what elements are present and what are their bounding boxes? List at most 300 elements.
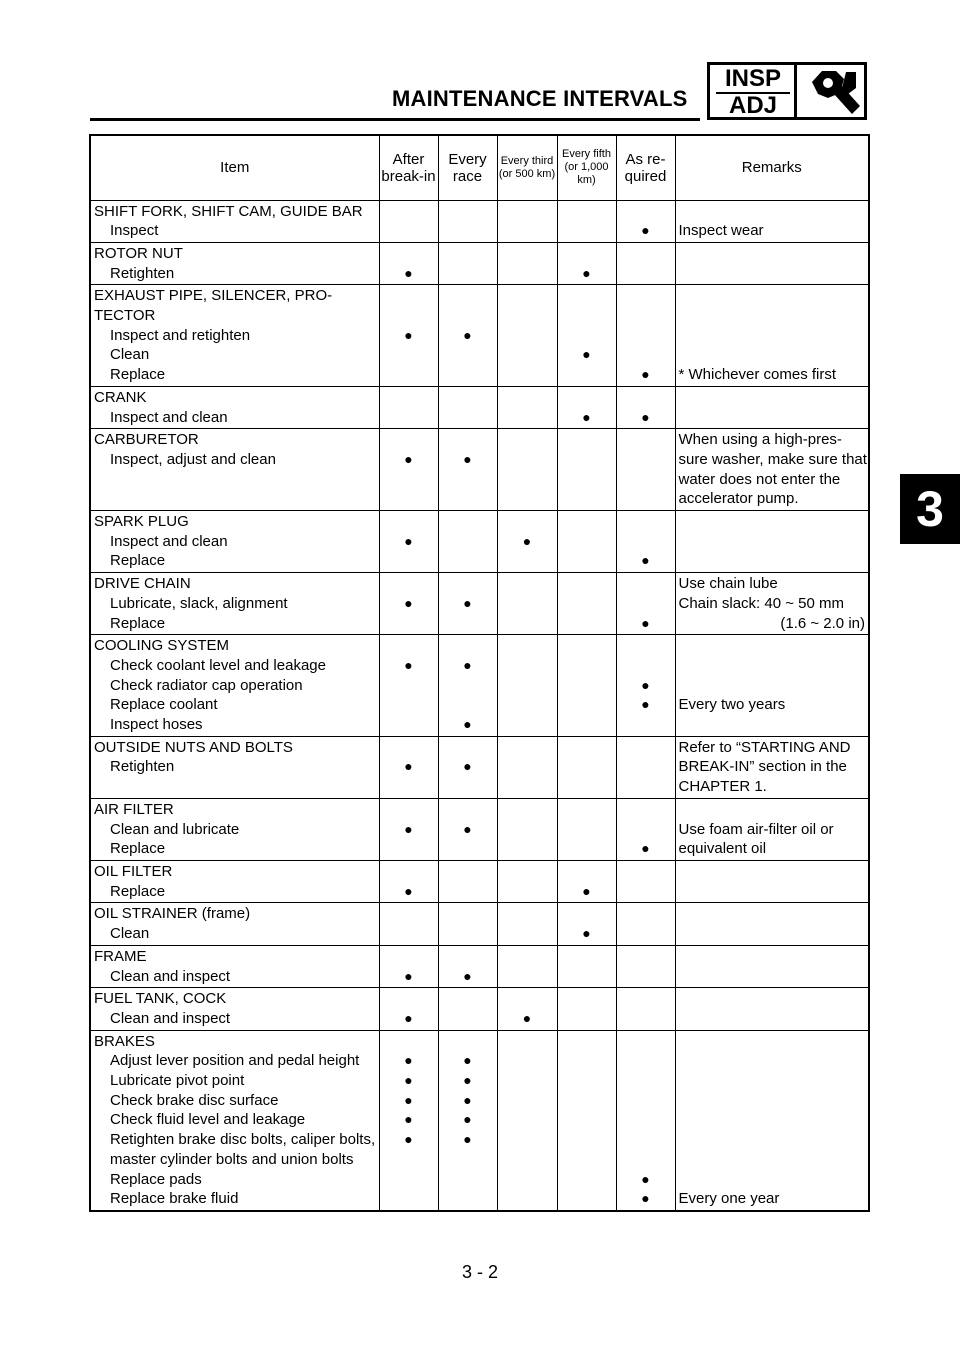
interval-dot: ● [463,1052,472,1069]
interval-dot: ● [404,1111,413,1128]
empty-mark [558,450,616,470]
empty-mark [439,1009,497,1029]
remark-text: equivalent oil [678,840,767,858]
empty-mark [617,1071,675,1091]
interval-dot: ● [641,676,650,693]
cell-every-third [497,903,557,945]
cell-as-required [616,511,675,573]
cell-every-race [438,386,497,428]
empty-mark [617,715,675,735]
remarks-cell [675,242,869,284]
item-cell [90,386,379,428]
item-cell [90,285,379,387]
title-underline [90,118,700,121]
sub-item: Inspect, adjust and clean [110,450,276,468]
cell-after-break-in [379,429,438,511]
cell-every-fifth [557,242,616,284]
empty-mark [558,967,616,987]
remarks-cell [675,386,869,428]
interval-dot: ● [463,967,472,984]
item-cell [90,861,379,903]
empty-mark [617,264,675,284]
sub-item: Replace brake fluid [110,1190,239,1208]
cell-every-fifth [557,635,616,737]
empty-mark [498,594,557,614]
remark-spacer [679,345,869,365]
interval-dot: ● [463,326,472,343]
cell-every-third [497,945,557,987]
sub-item: Clean [110,346,150,364]
interval-dot: ● [641,408,650,425]
empty-mark [558,656,616,676]
page-title: MAINTENANCE INTERVALS [392,86,688,111]
remark-spacer [679,1071,869,1091]
header-item: Item [90,135,379,200]
item-cell [90,988,379,1030]
empty-mark [558,1051,616,1071]
sub-item: Inspect [110,222,159,240]
interval-dot: ● [463,1131,472,1148]
remarks-cell [675,200,869,242]
remark-text: Every one year [678,1190,780,1208]
header-every-third: Every third (or 500 km) [497,135,557,200]
empty-mark [498,882,557,902]
cell-every-fifth [557,861,616,903]
empty-mark [498,757,557,777]
empty-mark [617,967,675,987]
table-row [90,285,869,387]
page-number: 3 - 2 [461,1262,499,1282]
empty-mark [439,614,497,634]
chapter-tab: 3 [900,474,960,544]
empty-mark [380,695,438,715]
sub-item: Replace [110,366,166,384]
sub-item: Lubricate, slack, alignment [110,594,288,612]
empty-mark [558,1110,616,1130]
cell-every-third [497,386,557,428]
cell-after-break-in [379,798,438,860]
maintenance-table [89,134,870,1212]
empty-mark [439,839,497,859]
empty-mark [439,264,497,284]
sub-item: Replace pads [110,1170,202,1188]
empty-mark [498,264,557,284]
table-row [90,635,869,737]
cell-as-required [616,429,675,511]
empty-mark [617,1091,675,1111]
empty-mark [617,924,675,944]
table-row [90,386,869,428]
sub-item: Adjust lever position and pedal height [110,1052,360,1070]
interval-dot: ● [404,882,413,899]
remark-text: (1.6 ~ 2.0 in) [780,614,865,632]
remarks-cell [675,903,869,945]
sub-item: Lubricate pivot point [110,1072,245,1090]
group-title: COOLING SYSTEM [94,637,230,655]
remark-spacer [679,989,869,1009]
remark-spacer [679,244,869,264]
sub-item: Retighten brake disc bolts, caliper bolts, master cylinder bolts and union bolts [110,1131,376,1168]
remark-text: Chain slack: 40 ~ 50 mm [678,594,844,612]
item-cell [90,736,379,798]
cell-as-required [616,386,675,428]
empty-mark [558,1189,616,1209]
interval-dot: ● [641,552,650,569]
cell-every-third [497,798,557,860]
table-row [90,903,869,945]
badge-adj-label: ADJ [728,92,777,119]
empty-mark [558,551,616,571]
empty-mark [380,1189,438,1209]
cell-after-break-in [379,386,438,428]
table-row [90,945,869,987]
sub-item: Clean [110,925,150,943]
table-row [90,798,869,860]
interval-dot: ● [404,1131,413,1148]
sub-item: Replace [110,840,166,858]
empty-mark [617,757,675,777]
interval-dot: ● [404,1091,413,1108]
interval-dot: ● [641,1170,650,1187]
empty-mark [439,924,497,944]
remark-text: Refer to “STARTING AND BREAK-IN” section in the CHAPTER 1. [678,738,851,796]
cell-every-third [497,861,557,903]
cell-every-race [438,736,497,798]
cell-after-break-in [379,242,438,284]
cell-after-break-in [379,945,438,987]
sub-item: Replace [110,882,166,900]
empty-mark [498,967,557,987]
remark-spacer [679,967,869,987]
group-title: ROTOR NUT [94,244,183,262]
remark-spacer [679,636,869,656]
empty-mark [558,695,616,715]
remark-spacer [679,656,869,676]
table-row [90,429,869,511]
header-every-race: Every race [438,135,497,200]
empty-mark [498,1110,557,1130]
remark-spacer [679,882,869,902]
group-title: SHIFT FORK, SHIFT CAM, GUIDE BAR [94,202,363,220]
header-remarks: Remarks [675,135,869,200]
empty-mark [617,532,675,552]
item-cell [90,242,379,284]
cell-as-required [616,945,675,987]
remark-spacer [679,286,869,325]
cell-every-fifth [557,200,616,242]
interval-dot: ● [404,1052,413,1069]
empty-mark [558,1091,616,1111]
interval-dot: ● [463,1111,472,1128]
item-cell [90,798,379,860]
cell-as-required [616,861,675,903]
remark-spacer [679,551,869,571]
empty-mark [498,1051,557,1071]
empty-mark [617,594,675,614]
cell-every-race [438,945,497,987]
empty-mark [558,532,616,552]
cell-as-required [616,635,675,737]
cell-every-race [438,1030,497,1211]
group-title: FUEL TANK, COCK [94,990,227,1008]
sub-item: Replace [110,552,166,570]
remarks-cell [675,988,869,1030]
remark-spacer [679,1009,869,1029]
remark-spacer [679,1170,869,1190]
table-row [90,988,869,1030]
item-cell [90,1030,379,1211]
item-cell [90,200,379,242]
empty-mark [617,1110,675,1130]
cell-every-fifth [557,429,616,511]
interval-dot: ● [404,594,413,611]
sub-item: Replace coolant [110,696,218,714]
empty-mark [498,695,557,715]
cell-after-break-in [379,200,438,242]
sub-item: Inspect and clean [110,532,228,550]
remark-spacer [679,947,869,967]
remark-text: Every two years [678,696,786,714]
sub-item: Check radiator cap operation [110,676,303,694]
remark-spacer [679,264,869,284]
sub-item: Inspect and clean [110,408,228,426]
remark-spacer [679,1110,869,1130]
cell-every-third [497,511,557,573]
empty-mark [617,345,675,365]
remark-spacer [679,202,869,222]
remarks-cell [675,1030,869,1211]
interval-dot: ● [404,264,413,281]
cell-every-race [438,285,497,387]
cell-after-break-in [379,736,438,798]
empty-mark [617,1009,675,1029]
interval-dot: ● [463,656,472,673]
group-title: AIR FILTER [94,800,174,818]
empty-mark [380,551,438,571]
cell-every-third [497,736,557,798]
interval-dot: ● [404,758,413,775]
remark-text: When using a high-pres- sure washer, make sure that water does not enter the accelerator pump. [678,431,867,508]
empty-mark [498,820,557,840]
item-cell [90,573,379,635]
empty-mark [498,450,557,470]
remark-spacer [679,1091,869,1111]
remarks-cell [675,573,869,635]
group-title: CARBURETOR [94,431,199,449]
cell-every-third [497,429,557,511]
empty-mark [380,715,438,735]
empty-mark [439,408,497,428]
empty-mark [498,1071,557,1091]
empty-mark [439,345,497,365]
item-cell [90,635,379,737]
interval-dot: ● [641,614,650,631]
cell-every-race [438,242,497,284]
empty-mark [380,839,438,859]
remark-spacer [679,388,869,408]
cell-as-required [616,285,675,387]
empty-mark [558,1170,616,1190]
interval-dot: ● [463,716,472,733]
group-title: OUTSIDE NUTS AND BOLTS [94,738,293,756]
remark-spacer [679,512,869,532]
interval-dot: ● [463,1072,472,1089]
interval-dot: ● [404,967,413,984]
empty-mark [498,656,557,676]
empty-mark [558,820,616,840]
remark-spacer [679,715,869,735]
interval-dot: ● [641,222,650,239]
empty-mark [498,1170,557,1190]
cell-every-fifth [557,798,616,860]
interval-dot: ● [404,532,413,549]
interval-dot: ● [582,264,591,281]
cell-after-break-in [379,285,438,387]
empty-mark [617,882,675,902]
cell-every-fifth [557,903,616,945]
cell-after-break-in [379,903,438,945]
cell-as-required [616,736,675,798]
empty-mark [498,1091,557,1111]
remark-spacer [679,676,869,696]
cell-after-break-in [379,988,438,1030]
empty-mark [617,450,675,470]
interval-dot: ● [641,1190,650,1207]
cell-every-third [497,285,557,387]
cell-after-break-in [379,861,438,903]
empty-mark [558,676,616,696]
empty-mark [498,326,557,346]
header-every-fifth: Every fifth (or 1,000 km) [557,135,616,200]
cell-every-fifth [557,285,616,387]
interval-dot: ● [522,1009,532,1026]
empty-mark [439,676,497,696]
empty-mark [498,715,557,735]
empty-mark [617,1051,675,1071]
cell-every-race [438,861,497,903]
cell-every-fifth [557,386,616,428]
cell-every-race [438,429,497,511]
cell-after-break-in [379,511,438,573]
cell-every-race [438,798,497,860]
interval-dot: ● [463,820,472,837]
remark-spacer [679,924,869,944]
interval-dot: ● [522,532,532,549]
table-row [90,861,869,903]
table-row [90,511,869,573]
interval-dot: ● [641,840,650,857]
sub-item: Replace [110,614,166,632]
sub-item: Check coolant level and leakage [110,656,326,674]
item-cell [90,945,379,987]
cell-every-third [497,635,557,737]
empty-mark [380,676,438,696]
remark-spacer [679,1051,869,1071]
cell-every-fifth [557,988,616,1030]
empty-mark [498,1189,557,1209]
remarks-cell [675,511,869,573]
cell-after-break-in [379,573,438,635]
remark-spacer [679,532,869,552]
sub-item: Check fluid level and leakage [110,1111,306,1129]
empty-mark [498,551,557,571]
empty-mark [380,365,438,385]
empty-mark [617,1130,675,1169]
empty-mark [380,408,438,428]
group-title: OIL FILTER [94,863,173,880]
interval-dot: ● [404,1009,413,1026]
empty-mark [380,1170,438,1190]
remark-text: Use chain lube [678,575,778,593]
empty-mark [617,820,675,840]
remarks-cell [675,635,869,737]
empty-mark [498,614,557,634]
remark-spacer [679,800,869,820]
empty-mark [558,757,616,777]
wrench-icon [808,68,860,114]
group-title: SPARK PLUG [94,513,189,531]
interval-dot: ● [404,326,413,343]
interval-dot: ● [404,820,413,837]
empty-mark [380,924,438,944]
cell-every-third [497,573,557,635]
interval-dot: ● [463,758,472,775]
cell-as-required [616,798,675,860]
interval-dot: ● [463,594,472,611]
cell-every-fifth [557,1030,616,1211]
interval-dot: ● [641,366,650,383]
group-title: FRAME [94,947,147,965]
insp-adj-badge [707,62,867,120]
interval-dot: ● [641,696,650,713]
sub-item: Retighten [110,264,175,282]
empty-mark [617,656,675,676]
cell-every-race [438,903,497,945]
remark-spacer [679,408,869,428]
remark-spacer [679,1130,869,1169]
sub-item: Clean and lubricate [110,820,240,838]
cell-every-fifth [557,945,616,987]
empty-mark [558,1009,616,1029]
interval-dot: ● [582,925,591,942]
group-title: DRIVE CHAIN [94,575,191,593]
badge-insp-label: INSP [724,65,781,92]
group-title: CRANK [94,388,147,406]
interval-dot: ● [582,408,591,425]
empty-mark [380,345,438,365]
interval-dot: ● [463,1091,472,1108]
table-row [90,573,869,635]
table-row [90,200,869,242]
empty-mark [380,614,438,634]
sub-item: Check brake disc surface [110,1091,279,1109]
item-cell [90,903,379,945]
table-header-row [90,135,869,200]
item-cell [90,511,379,573]
empty-mark [439,221,497,241]
empty-mark [558,221,616,241]
empty-mark [439,1170,497,1190]
group-title: BRAKES [94,1032,155,1050]
cell-as-required [616,988,675,1030]
sub-item: Inspect and retighten [110,326,251,344]
empty-mark [558,1130,616,1169]
empty-mark [498,676,557,696]
table-row [90,1030,869,1211]
cell-every-third [497,1030,557,1211]
sub-item: Clean and inspect [110,967,231,985]
empty-mark [558,839,616,859]
